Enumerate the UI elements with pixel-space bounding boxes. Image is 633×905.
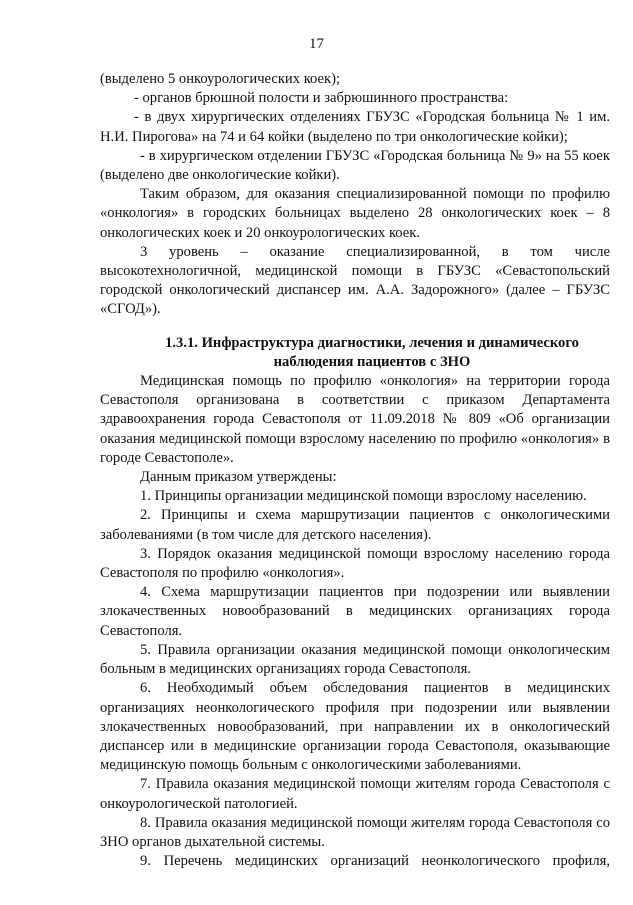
list-item: 1. Принципы организации медицинской помощи взрослому населению. — [140, 488, 587, 505]
section-heading: 1.3.1. Инфраструктура диагностики, лечения и динамического наблюдения пациентов с ЗНО — [165, 334, 579, 370]
list-item: 8. Правила оказания медицинской помощи жителям города Севастополя со ЗНО органов дыхательной системы. — [100, 814, 610, 850]
paragraph: Данным приказом утверждены: — [140, 469, 337, 486]
paragraph: - органов брюшной полости и забрюшинного пространства: — [134, 90, 509, 107]
paragraph: Медицинская помощь по профилю «онкология» на территории города Севастополя организована в соответствии с приказом Департамента здравоохранения города Севастополя от 11.09.2018 № 809 «Об организации оказания медицинской помощи взрослому населению по профилю «онкология» в городе Севастополе». — [100, 373, 610, 466]
page-number: 17 — [309, 36, 324, 52]
list-item: 3. Порядок оказания медицинской помощи взрослому населению города Севастополя по профилю «онкология». — [100, 545, 610, 582]
list-item: 2. Принципы и схема маршрутизации пациентов с онкологическими заболеваниями (в том числе для детского населения). — [100, 507, 610, 543]
paragraph: - в двух хирургических отделениях ГБУЗС «Городская больница № 1 им. Н.И. Пирогова» на 74 и 64 койки (выделено по три онкологические койки); — [100, 109, 610, 145]
paragraph: - в хирургическом отделении ГБУЗС «Городская больница № 9» на 55 коек (выделено две онкологические койки). — [100, 147, 610, 184]
paragraph: 3 уровень – оказание специализированной, в том числе высокотехнологичной, медицинской помощи в ГБУЗС «Севастопольский городской онкологический диспансер им. А.А. Задорожного» (далее – ГБУЗС «СГОД»). — [100, 243, 610, 318]
list-item: 9. Перечень медицинских организаций неонкологического профиля, — [140, 853, 610, 870]
list-item: 5. Правила организации оказания медицинской помощи онкологическим больным в медицинских организациях города Севастополя. — [100, 641, 610, 678]
list-item: 6. Необходимый объем обследования пациентов в медицинских организациях неонкологического профиля при подозрении или выявлении злокачественных новообразований, при направлении их в онкологический диспансер или в медицинские организации города Севастополя, оказывающие медицинскую помощь больным с онкологическими заболеваниями. — [100, 680, 610, 774]
list-item: 7. Правила оказания медицинской помощи жителям города Севастополя с онкоурологической патологией. — [100, 776, 610, 812]
paragraph: (выделено 5 онкоурологических коек); — [100, 71, 340, 87]
paragraph: Таким образом, для оказания специализированной помощи по профилю «онкология» в городских больницах выделено 28 онкологических коек – 8 онкологических коек и 20 онкоурологических коек. — [100, 186, 610, 241]
spacer — [100, 320, 610, 334]
document-body — [100, 70, 610, 871]
list-item: 4. Схема маршрутизации пациентов при подозрении или выявлении злокачественных новообразований в медицинских организациях города Севастополя. — [100, 584, 610, 639]
